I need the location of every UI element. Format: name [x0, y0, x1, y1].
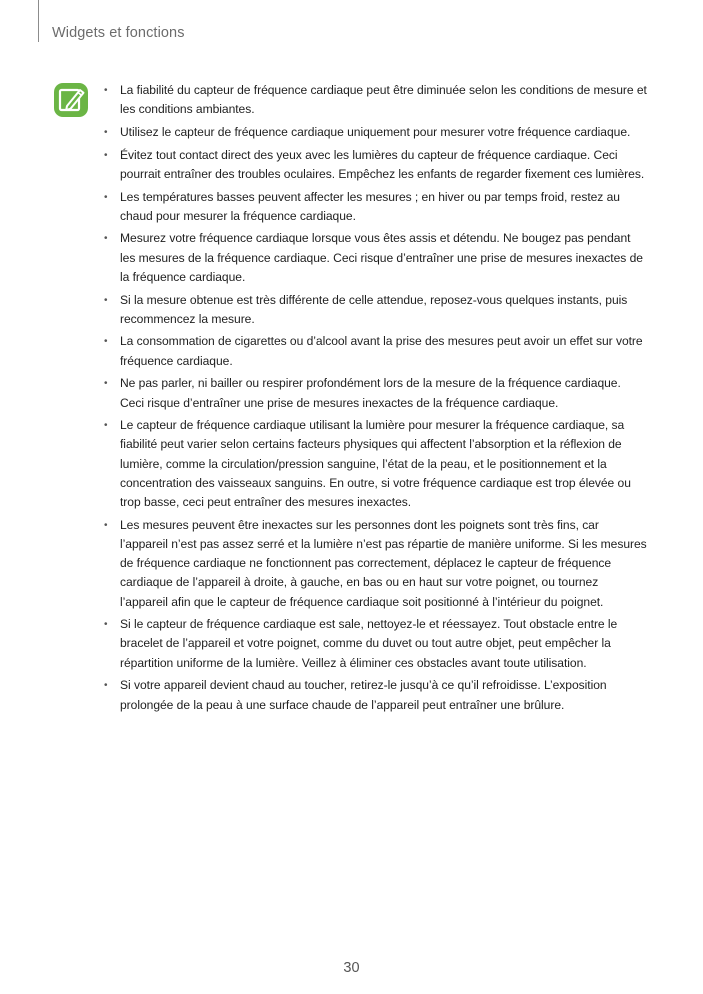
note-item-text: Si votre appareil devient chaud au toucher, retirez-le jusqu’à ce qu’il refroidisse. L’exposition prolongée de la peau à une surface chaude de l’appareil peut entraîner une brûlure. — [120, 678, 607, 712]
page-number: 30 — [343, 960, 360, 976]
note-item — [104, 229, 648, 287]
header-divider — [38, 0, 39, 42]
bullet-icon: • — [104, 191, 108, 203]
bullet-icon: • — [104, 149, 108, 161]
note-item — [104, 291, 648, 329]
note-item — [104, 81, 648, 119]
note-item-text: Mesurez votre fréquence cardiaque lorsque vous êtes assis et détendu. Ne bougez pas pendant les mesures de la fréquence cardiaque. Ceci risque d’entraîner une prise de mesures inexactes de la fréquence cardiaque. — [120, 231, 643, 284]
note-item — [104, 615, 648, 673]
bullet-icon: • — [104, 294, 108, 306]
note-item — [104, 416, 648, 512]
note-item-text: Le capteur de fréquence cardiaque utilisant la lumière pour mesurer la fréquence cardiaque, sa fiabilité peut varier selon certains facteurs physiques qui affectent l’absorption et la réflexion de lumière, comme la circulation/pression sanguine, l’état de la peau, et le positionnement et la concentration des vaisseaux sanguins. En outre, si votre fréquence cardiaque est trop élevée ou trop basse, ceci peut entraîner des mesures inexactes. — [120, 418, 631, 510]
note-pencil-icon — [54, 83, 88, 117]
note-item — [104, 146, 648, 184]
note-item-text: Ne pas parler, ni bailler ou respirer profondément lors de la mesure de la fréquence cardiaque. Ceci risque d’entraîner une prise de mesures inexactes de la fréquence cardiaque. — [120, 376, 621, 410]
bullet-icon: • — [104, 85, 108, 96]
bullet-icon: • — [104, 680, 108, 692]
note-item-text: Les températures basses peuvent affecter les mesures ; en hiver ou par temps froid, restez au chaud pour mesurer la fréquence cardiaque. — [120, 189, 620, 223]
bullet-icon: • — [104, 619, 108, 631]
note-item — [104, 332, 648, 370]
bullet-icon: • — [104, 378, 108, 390]
note-list — [104, 81, 648, 718]
note-item-text: Utilisez le capteur de fréquence cardiaque uniquement pour mesurer votre fréquence cardiaque. — [120, 124, 631, 139]
bullet-icon: • — [104, 126, 108, 138]
note-item — [104, 123, 648, 142]
note-item-text: Les mesures peuvent être inexactes sur les personnes dont les poignets sont très fins, car l’appareil n’est pas assez serré et la lumière n’est pas répartie de manière uniforme. Si les mesures de fréquence cardiaque ne fonctionnent pas correctement, déplacez le capteur de fréquence cardiaque de l’appareil à droite, à gauche, en bas ou en haut sur votre poignet, ou tournez l’appareil afin que le capteur de fréquence cardiaque soit positionné à l’intérieur du poignet. — [120, 517, 647, 609]
bullet-icon: • — [104, 233, 108, 245]
note-item — [104, 676, 648, 714]
note-item-text: Évitez tout contact direct des yeux avec les lumières du capteur de fréquence cardiaque. Ceci pourrait entraîner des troubles oculaires. Empêchez les enfants de regarder fixement ces lumières. — [120, 147, 645, 181]
note-item — [104, 374, 648, 412]
note-item-text: Si la mesure obtenue est très différente de celle attendue, reposez-vous quelques instants, puis recommencez la mesure. — [120, 292, 628, 326]
note-item-text: La consommation de cigarettes ou d’alcool avant la prise des mesures peut avoir un effet sur votre fréquence cardiaque. — [120, 334, 643, 368]
section-title: Widgets et fonctions — [52, 25, 185, 41]
bullet-icon: • — [104, 420, 108, 432]
note-item-text: Si le capteur de fréquence cardiaque est sale, nettoyez-le et réessayez. Tout obstacle entre le bracelet de l’appareil et votre poignet, comme du duvet ou tout autre objet, peut empêcher la répartition uniforme de la lumière. Veillez à éliminer ces obstacles avant toute utilisation. — [120, 617, 618, 670]
bullet-icon: • — [104, 336, 108, 348]
note-item — [104, 516, 648, 612]
bullet-icon: • — [104, 519, 108, 531]
note-item-text: La fiabilité du capteur de fréquence cardiaque peut être diminuée selon les conditions de mesure et les conditions ambiantes. — [120, 83, 647, 117]
note-item — [104, 188, 648, 226]
